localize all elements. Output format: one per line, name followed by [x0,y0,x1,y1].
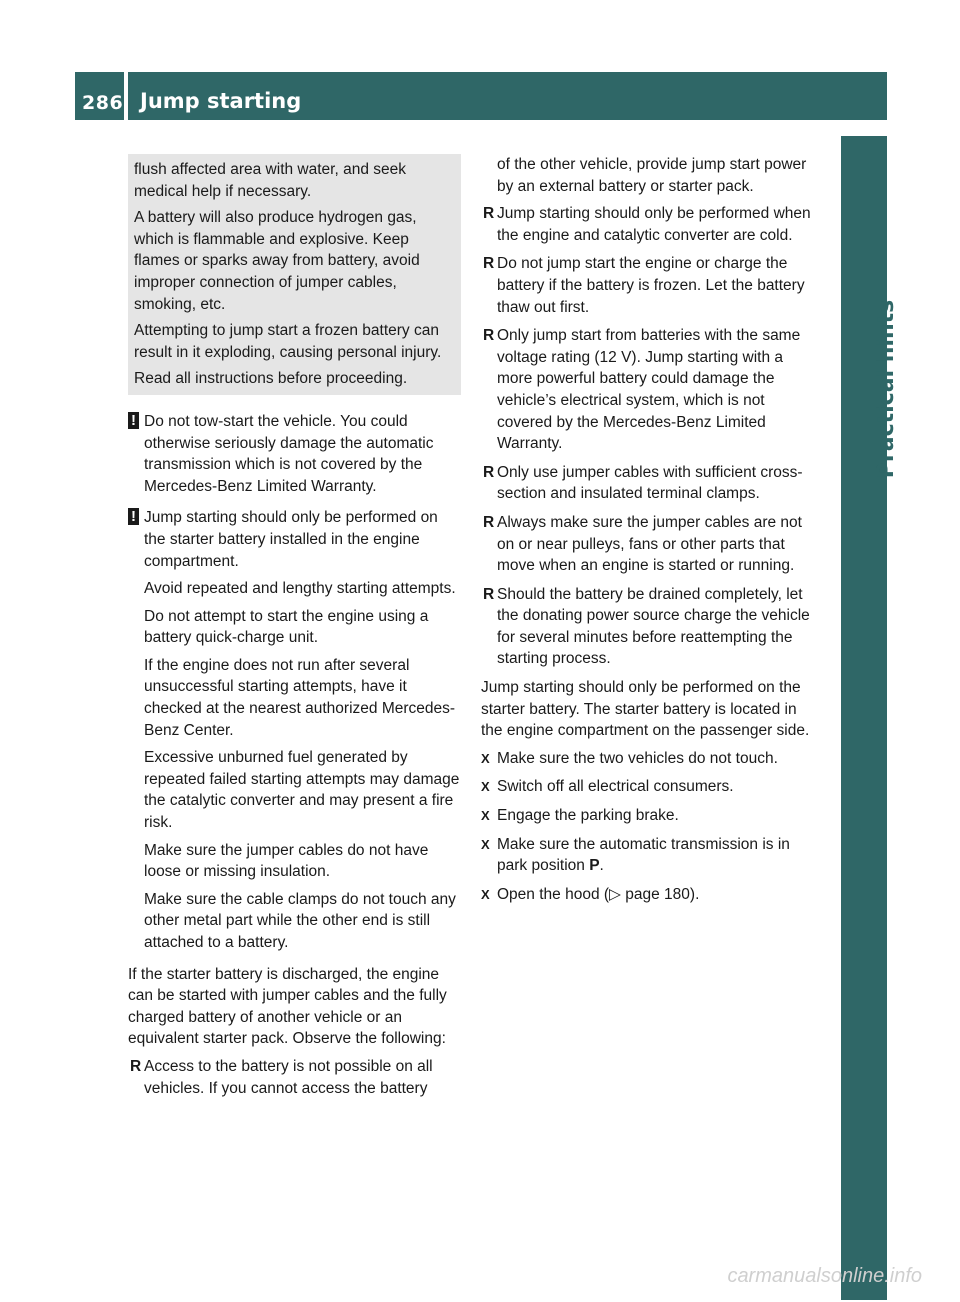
list-item: R Should the battery be drained completely, let the donating power source charge the vehicle for several minutes before reattempting the starting process. [483,585,810,668]
step-arrow-icon: X [481,808,490,824]
exclamation-icon [128,508,139,525]
continuation-text: of the other vehicle, provide jump start power by an external battery or starter pack. [497,156,807,195]
bullet-icon: R [483,513,495,531]
bullet-icon: R [483,463,495,481]
warning-box [128,154,461,395]
list-item: R Only use jumper cables with sufficient cross-section and insulated terminal clamps. [483,463,803,503]
step-item: X Engage the parking brake. [481,805,815,827]
step-item [481,884,815,906]
page-reference[interactable]: Open the hood (▷ page 180). [497,885,700,903]
header-separator [124,72,128,120]
bullet-icon: R [483,255,495,273]
list-item: R Jump starting should only be performed when the engine and catalytic converter are cold. [483,205,811,244]
notice-text: Jump starting should only be performed on the starter battery installed in the engine compartment. [144,509,438,570]
notice-text: Avoid repeated and lengthy starting attempts. [144,580,456,598]
step-item: X Switch off all electrical consumers. [481,776,815,798]
step-arrow-icon: X [481,779,490,795]
warning-text: A battery will also produce hydrogen gas, which is flammable and explosive. Keep flames or sparks away from battery, avoid improper connection of jumper cables, smoking, etc. [134,209,420,313]
body-paragraph: If the starter battery is discharged, the engine can be started with jumper cables and the fully charged battery of another vehicle or an equivalent starter pack. Observe the following: [128,965,447,1048]
warning-text: Read all instructions before proceeding. [134,370,408,388]
step-arrow-icon: X [481,750,490,766]
footer-watermark-url: carmanualsonline.info [727,1265,922,1287]
bullet-list [128,1056,461,1099]
bullet-icon: R [483,585,495,603]
list-item: R Access to the battery is not possible on all vehicles. If you cannot access the battery [130,1057,433,1097]
left-column [128,154,461,1106]
bullet-icon: R [483,327,495,345]
step-arrow-icon: X [481,836,490,852]
list-item: R Always make sure the jumper cables are not on or near pulleys, fans or other parts that move when an engine is started or running. [483,513,802,575]
notice-text: Do not attempt to start the engine using a battery quick-charge unit. [144,607,429,647]
notice-text: Do not tow-start the vehicle. You could otherwise seriously damage the automatic transmission which is not covered by the Mercedes-Benz Limited Warranty. [144,412,434,495]
page-number: 286 [82,92,124,114]
step-list [481,748,815,906]
park-position-label: P [589,857,600,875]
list-item: R Do not jump start the engine or charge the battery if the battery is frozen. Let the battery thaw out first. [483,255,805,316]
notice-text: Excessive unburned fuel generated by repeated failed starting attempts may damage the catalytic converter and may present a fire risk. [144,749,460,832]
warning-text: Attempting to jump start a frozen battery can result in it exploding, causing personal injury. [134,322,442,361]
notice-tow-start [128,411,461,497]
step-item: X Make sure the two vehicles do not touch. [481,748,815,770]
notice-text: Make sure the jumper cables do not have loose or missing insulation. [144,841,429,881]
list-item: R Only jump start from batteries with the same voltage rating (12 V). Jump starting with a more powerful battery could damage the vehicle’s electrical system, which is not covered by the Mercedes-Benz Limited Warranty. [483,327,801,453]
body-paragraph: Jump starting should only be performed on the starter battery. The starter battery is located in the engine compartment on the passenger side. [481,679,810,740]
right-column [481,154,815,912]
bullet-list [481,203,815,670]
warning-text: flush affected area with water, and seek medical help if necessary. [134,161,406,200]
side-section-label: Practical hints [874,299,899,479]
exclamation-icon [128,412,139,429]
bullet-icon: R [483,205,495,223]
step-arrow-icon: X [481,886,490,902]
section-title: Jump starting [140,89,302,113]
notice-jump-start [128,507,461,953]
step-item: X Make sure the automatic transmission is in park position P. [481,835,790,875]
notice-text: Make sure the cable clamps do not touch any other metal part while the other end is still attached to a battery. [144,890,456,951]
bullet-icon: R [130,1057,142,1075]
notice-text: If the engine does not run after several unsuccessful starting attempts, have it checked at the nearest authorized Mercedes-Benz Center. [144,656,456,739]
